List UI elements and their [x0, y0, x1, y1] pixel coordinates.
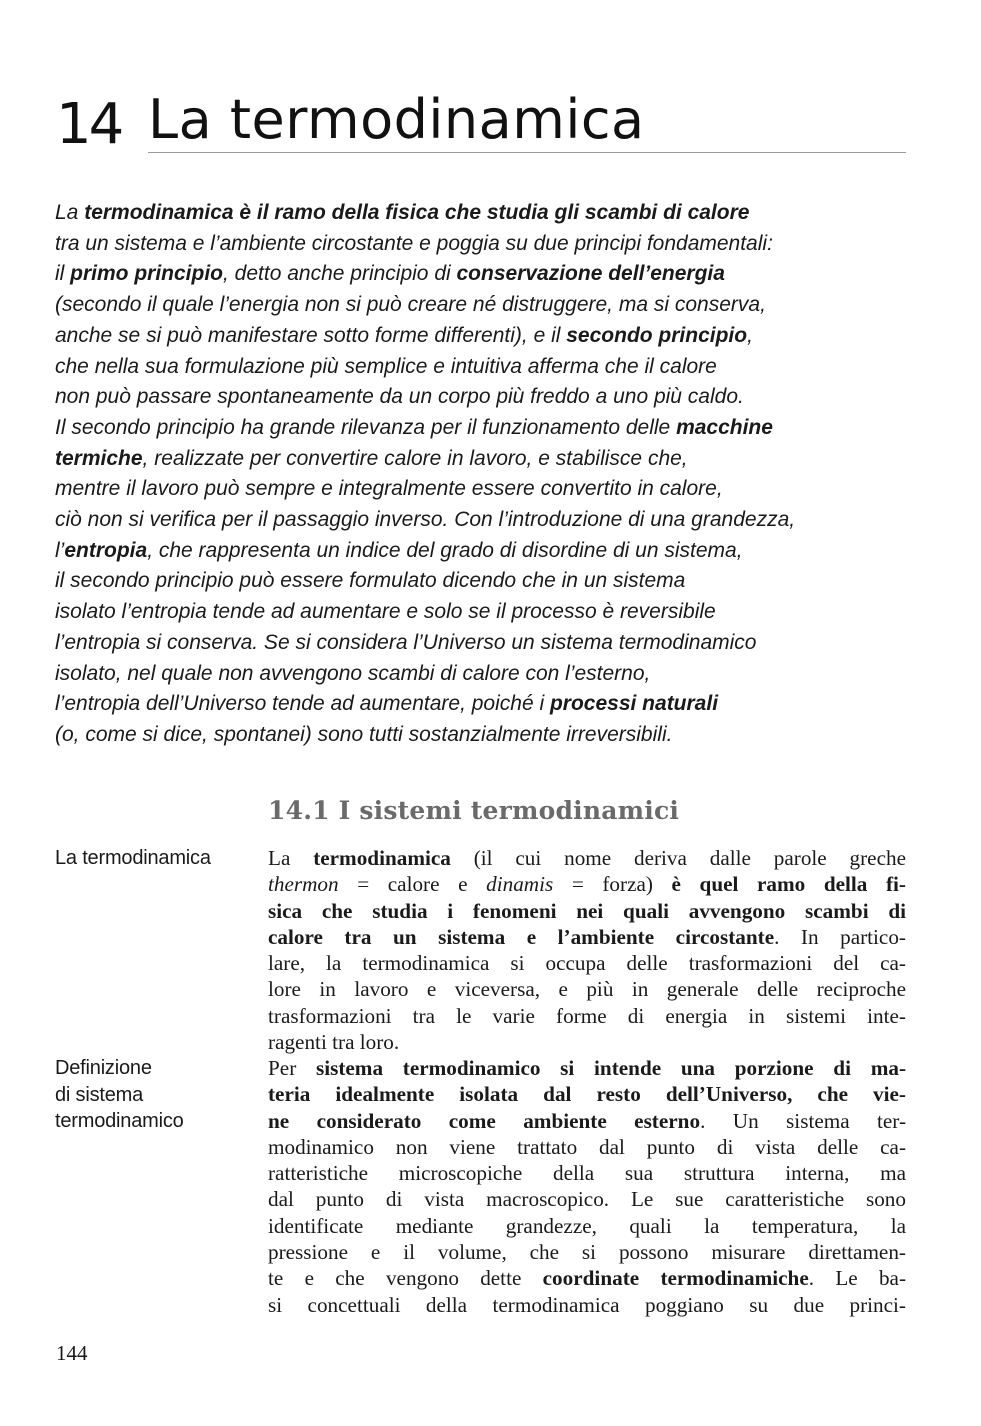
text-run: ciò non si verifica per il passaggio inverso. Con l’introduzione di una grandezza,	[55, 508, 796, 532]
bold-text: sica che studia i fenomeni nei quali avvengono scambi di	[268, 898, 906, 923]
paragraph2-line	[268, 1055, 906, 1081]
bold-text: coordinate termodinamiche	[542, 1266, 809, 1291]
intro-line	[55, 413, 915, 444]
text-run: identificate mediante grandezze, quali la temperatura, la	[268, 1213, 906, 1238]
text-run: (il cui nome deriva dalle parole greche	[450, 846, 906, 870]
bold-text: processi naturali	[549, 692, 719, 716]
text-run: ratteristiche microscopiche della sua struttura interna, ma	[268, 1161, 906, 1186]
paragraph1-line	[268, 1003, 906, 1029]
text-run: , che rappresenta un indice del grado di disordine di un sistema,	[147, 538, 743, 562]
text-run: ,	[747, 323, 753, 347]
text-run: mentre il lavoro può sempre e integralmente essere convertito in calore,	[55, 477, 723, 501]
margin-note-line: di sistema	[55, 1083, 144, 1106]
margin-note-line: La termodinamica	[55, 847, 211, 869]
text-run: ragenti tra loro.	[268, 1030, 400, 1055]
paragraph-termodinamica	[268, 845, 906, 1055]
text-run: lore in lavoro e viceversa, e più in generale delle reciproche	[268, 977, 906, 1002]
intro-line	[55, 720, 915, 751]
paragraph2-line	[268, 1292, 906, 1318]
text-run: . Le ba-	[808, 1266, 906, 1291]
chapter-number: 14	[56, 92, 122, 157]
chapter-heading	[56, 82, 906, 162]
bold-text: entropia	[64, 538, 148, 562]
text-run: te e che vengono dette	[268, 1266, 543, 1291]
paragraph2-line	[268, 1213, 906, 1239]
text-run: trasformazioni tra le varie forme di energia in sistemi inte-	[268, 1003, 906, 1028]
paragraph2-line	[268, 1265, 906, 1291]
paragraph1-line	[268, 950, 906, 976]
text-run: che nella sua formulazione più semplice e intuitiva afferma che il calore	[55, 354, 717, 378]
intro-line	[55, 198, 915, 229]
margin-note-line: termodinamico	[55, 1110, 184, 1132]
text-run: tra un sistema e l’ambiente circostante e poggia su due principi fondamentali:	[55, 231, 773, 255]
bold-text: sistema termodinamico si intende una porzione di ma-	[315, 1056, 906, 1080]
bold-text: conservazione dell’energia	[456, 262, 725, 286]
bold-text: primo principio	[70, 262, 224, 286]
bold-text: teria idealmente isolata dal resto dell’Universo, che vie-	[268, 1082, 906, 1107]
paragraph-sistema-termodinamico	[268, 1055, 906, 1318]
intro-line	[55, 259, 915, 290]
italic-text: dinamis	[486, 872, 554, 897]
bold-text: macchine	[676, 415, 773, 439]
text-run: dal punto di vista macroscopico. Le sue caratteristiche sono	[268, 1187, 906, 1212]
intro-line	[55, 352, 915, 383]
intro-line	[55, 505, 915, 536]
intro-line	[55, 382, 915, 413]
intro-line	[55, 659, 915, 690]
section-title: 14.1 I sistemi termodinamici	[268, 796, 680, 825]
intro-line	[55, 628, 915, 659]
text-run: l’	[55, 538, 65, 562]
intro-line	[55, 536, 915, 567]
text-run: . Un sistema ter-	[700, 1108, 906, 1133]
chapter-title-rule	[148, 152, 906, 153]
text-run: isolato, nel quale non avvengono scambi di calore con l’esterno,	[55, 661, 651, 685]
margin-note-line: Definizione	[55, 1057, 152, 1079]
paragraph2-line	[268, 1134, 906, 1160]
intro-line	[55, 229, 915, 260]
bold-text: calore tra un sistema e l’ambiente circostante	[268, 924, 775, 949]
text-run: Per	[268, 1056, 316, 1080]
paragraph2-line	[268, 1081, 906, 1107]
intro-line	[55, 474, 915, 505]
text-run: La	[268, 846, 314, 870]
intro-line	[55, 321, 915, 352]
text-run: l’entropia si conserva. Se si considera l’Universo un sistema termodinamico	[55, 630, 757, 654]
text-run: , realizzate per convertire calore in lavoro, e stabilisce che,	[142, 446, 688, 470]
text-run: pressione e il volume, che si possono misurare direttamen-	[268, 1240, 906, 1265]
chapter-title: La termodinamica	[148, 88, 645, 151]
intro-line	[55, 689, 915, 720]
text-run: il	[55, 262, 71, 286]
text-run: , detto anche principio di	[223, 262, 457, 286]
bold-text: termodinamica	[313, 846, 451, 870]
bold-text: è quel ramo della fi-	[671, 872, 906, 897]
intro-line	[55, 290, 915, 321]
text-run: lare, la termodinamica si occupa delle trasformazioni del ca-	[268, 951, 906, 976]
bold-text: termiche	[55, 446, 143, 470]
paragraph2-line	[268, 1186, 906, 1212]
text-run: . In partico-	[774, 924, 906, 949]
intro-line	[55, 566, 915, 597]
bold-text: secondo principio	[566, 323, 748, 347]
paragraph1-line	[268, 845, 906, 871]
page-number: 144	[56, 1341, 88, 1365]
intro-line	[55, 444, 915, 475]
paragraph1-line	[268, 898, 906, 924]
text-run: modinamico non viene trattato dal punto di vista delle ca-	[268, 1134, 906, 1159]
text-run: = calore e	[338, 872, 487, 897]
text-run: (o, come si dice, spontanei) sono tutti sostanzialmente irreversibili.	[55, 722, 673, 746]
text-run: (secondo il quale l’energia non si può creare né distruggere, ma si conserva,	[55, 293, 766, 317]
paragraph2-line	[268, 1160, 906, 1186]
margin-note-definizione	[55, 1055, 255, 1135]
text-run: si concettuali della termodinamica poggiano su due princi-	[268, 1292, 906, 1317]
text-run: il secondo principio può essere formulato dicendo che in un sistema	[55, 569, 686, 593]
text-run: anche se si può manifestare sotto forme differenti), e il	[55, 323, 567, 347]
text-run: Il secondo principio ha grande rilevanza per il funzionamento delle	[55, 415, 677, 439]
italic-text: thermon	[268, 872, 339, 897]
text-run: La	[55, 201, 85, 224]
text-run: isolato l’entropia tende ad aumentare e solo se il processo è reversibile	[55, 600, 716, 624]
bold-text: termodinamica è il ramo della fisica che studia gli scambi di calore	[84, 201, 750, 224]
paragraph1-line	[268, 1029, 906, 1055]
text-run: non può passare spontaneamente da un corpo più freddo a uno più caldo.	[55, 385, 744, 409]
paragraph1-line	[268, 976, 906, 1002]
bold-text: ne considerato come ambiente esterno	[268, 1108, 701, 1133]
paragraph2-line	[268, 1108, 906, 1134]
paragraph1-line	[268, 924, 906, 950]
margin-note-termodinamica	[55, 845, 255, 872]
paragraph2-line	[268, 1239, 906, 1265]
text-run: = forza)	[553, 872, 672, 897]
text-run: l’entropia dell’Universo tende ad aumentare, poiché i	[55, 692, 550, 716]
intro-line	[55, 597, 915, 628]
chapter-intro	[55, 198, 915, 751]
paragraph1-line	[268, 871, 906, 897]
